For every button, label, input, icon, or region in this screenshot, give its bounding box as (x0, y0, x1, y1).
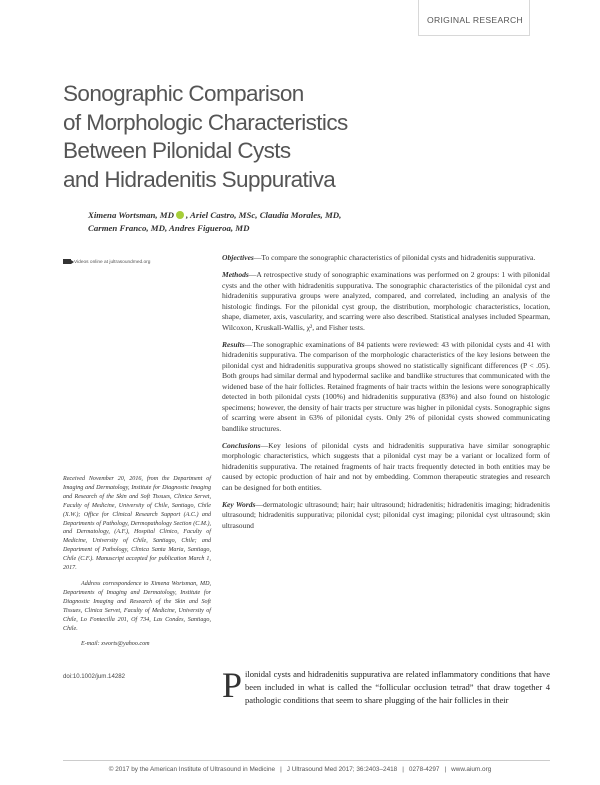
abstract-text: —To compare the sonographic characteristics of pilonidal cysts and hidradenitis suppurativa. (253, 253, 536, 262)
author-rest: , Ariel Castro, MSc, Claudia Morales, MD, (185, 210, 342, 220)
author-list (88, 209, 428, 236)
page-footer (0, 766, 600, 773)
abstract-conclusions (222, 441, 550, 494)
abstract-heading: Conclusions (222, 440, 261, 450)
title-line: and Hidradenitis Suppurativa (63, 166, 336, 192)
doi[interactable]: doi:10.1002/jum.14282 (63, 673, 126, 680)
abstract-methods (222, 270, 550, 333)
correspondence-email[interactable]: E-mail: xworts@yahoo.com (81, 641, 150, 648)
abstract-text: —Key lesions of pilonidal cysts and hidradenitis suppurativa have similar sonographic morphologic characteristics, which suggests that a pilonidal cyst may be a variant or localized form of hidradenitis suppurativa. The retained fragments of hair tracts frequently detected in both entities may be caused by ectopic production of hair and not by embedding. Common therapeutic strategies and research can be designed for both entities. (222, 440, 550, 492)
video-note-text[interactable]: Videos online at jultrasoundmed.org (74, 260, 151, 265)
footer-url[interactable]: www.aium.org (451, 766, 492, 773)
footer-issn: 0278-4297 (408, 766, 440, 773)
title-line: of Morphologic Characteristics (63, 109, 348, 135)
body-paragraph: ilonidal cysts and hidradenitis suppurativa are related inflammatory conditions that have been included in what is called the “follicular occlusion tetrad” that draw together 4 pathologic conditions that seem to share plugging of the hair follicles in their (245, 669, 550, 705)
article-title (63, 80, 443, 194)
footer-separator: | (280, 766, 282, 773)
footer-separator: | (444, 766, 447, 773)
abstract-text: —A retrospective study of sonographic examinations was performed on 2 groups: 1 with pilonidal cysts and the other with hidradenitis suppurativa. The sonographic characteristics of the pilonidal cyst and hidradenitis suppurativa groups were analyzed, compared, and correlated, including an analysis of the histologic findings. For the pilonidal cyst group, the distribution, morphologic characteristics, location, shape, diameter, axis, vascularity, and scarring were also described. Statistical analyses included Spearman, Wilcoxon, Kruskall-Wallis, χ², and Fisher tests. (222, 270, 550, 332)
abstract-heading: Key Words (222, 499, 256, 509)
footer-separator: | (402, 766, 404, 773)
abstract-objectives (222, 253, 550, 264)
abstract-text: —The sonographic examinations of 84 patients were reviewed: 43 with pilonidal cysts and 41 with hidradenitis suppurativa. The comparison of the morphologic characteristics of the key lesions between the pilonidal cyst and hidradenitis suppurativa groups showed no statistically significant differences (P < .05). Both groups had similar dermal and hypodermal saclike and bandlike structures that communicated with the widened base of the hair follicles. Retained fragments of hair tracts within the lesions were sonographically detected in both pilonidal cysts (100%) and hidradenitis suppurativa (83%) and also found on histologic specimens; however, the density of hair tracts per structure was higher in pilonidal cysts. Sonographic signs of scarring were absent in 63% of pilonidal cysts. Only 2% of pilonidal cysts showed communicating bandlike structures. (222, 339, 550, 433)
footer-journal: J Ultrasound Med 2017; 36:2403–2418 (286, 766, 398, 773)
correspondence-address: Address correspondence to Ximena Wortsman, MD, Departments of Imaging and Dermatology, Institute for Diagnostic Imaging and Research of the Skin and Soft Tissues, Clinica Servet, Faculty of Medicine, University of Chile, Lo Fontecilla 201, Of 734, Las Condes, Santiago, Chile. (63, 580, 211, 632)
drop-cap: P (222, 665, 243, 705)
author-line: Carmen Franco, MD, Andres Figueroa, MD (88, 223, 250, 234)
section-tab (418, 0, 530, 36)
abstract-results (222, 340, 550, 435)
title-line: Between Pilonidal Cysts (63, 138, 291, 163)
video-camera-icon (63, 259, 71, 264)
abstract-heading: Objectives (222, 253, 254, 262)
abstract-keywords (222, 500, 550, 532)
section-label: ORIGINAL RESEARCH (427, 15, 523, 25)
abstract-text: —dermatologic ultrasound; hair; hair ultrasound; hidradenitis; hidradenitis imaging; hidradenitis ultrasound; hidradenitis suppurativa; pilonidal cyst; pilonidal cyst imaging; pilonidal cyst ultrasound; skin ultrasound (222, 499, 550, 530)
abstract-heading: Results (222, 339, 245, 349)
body-text (222, 665, 550, 706)
author-first: Ximena Wortsman, MD (88, 210, 174, 220)
abstract-heading: Methods (222, 270, 249, 279)
received-note: Received November 20, 2016, from the Department of Imaging and Dermatology, Institute for Diagnostic Imaging and Research of the Skin and Soft Tissues, Clinica Servet, Faculty of Medicine, University of Chile, Santiago, Chile (X.W.); Office for Clinical Research Support (A.C.) and Departments of Pathology, Dermopathology Section (C.M.), and Dermatology, (A.F.), Hospital Clinico, Faculty of Medicine, University of Chile, Santiago, Chile; and Department of Pathology, Clinica Santa Maria, Santiago, Chile (C.F.). Manuscript accepted for publication March 1, 2017. (63, 476, 211, 572)
abstract (222, 253, 550, 538)
video-note (63, 259, 150, 265)
footer-copyright: © 2017 by the American Institute of Ultrasound in Medicine (108, 766, 276, 773)
article-info (63, 475, 211, 656)
orcid-icon[interactable] (176, 211, 184, 219)
author-line (88, 209, 428, 222)
title-line: Sonographic Comparison (63, 81, 304, 106)
footer-divider (63, 760, 550, 761)
